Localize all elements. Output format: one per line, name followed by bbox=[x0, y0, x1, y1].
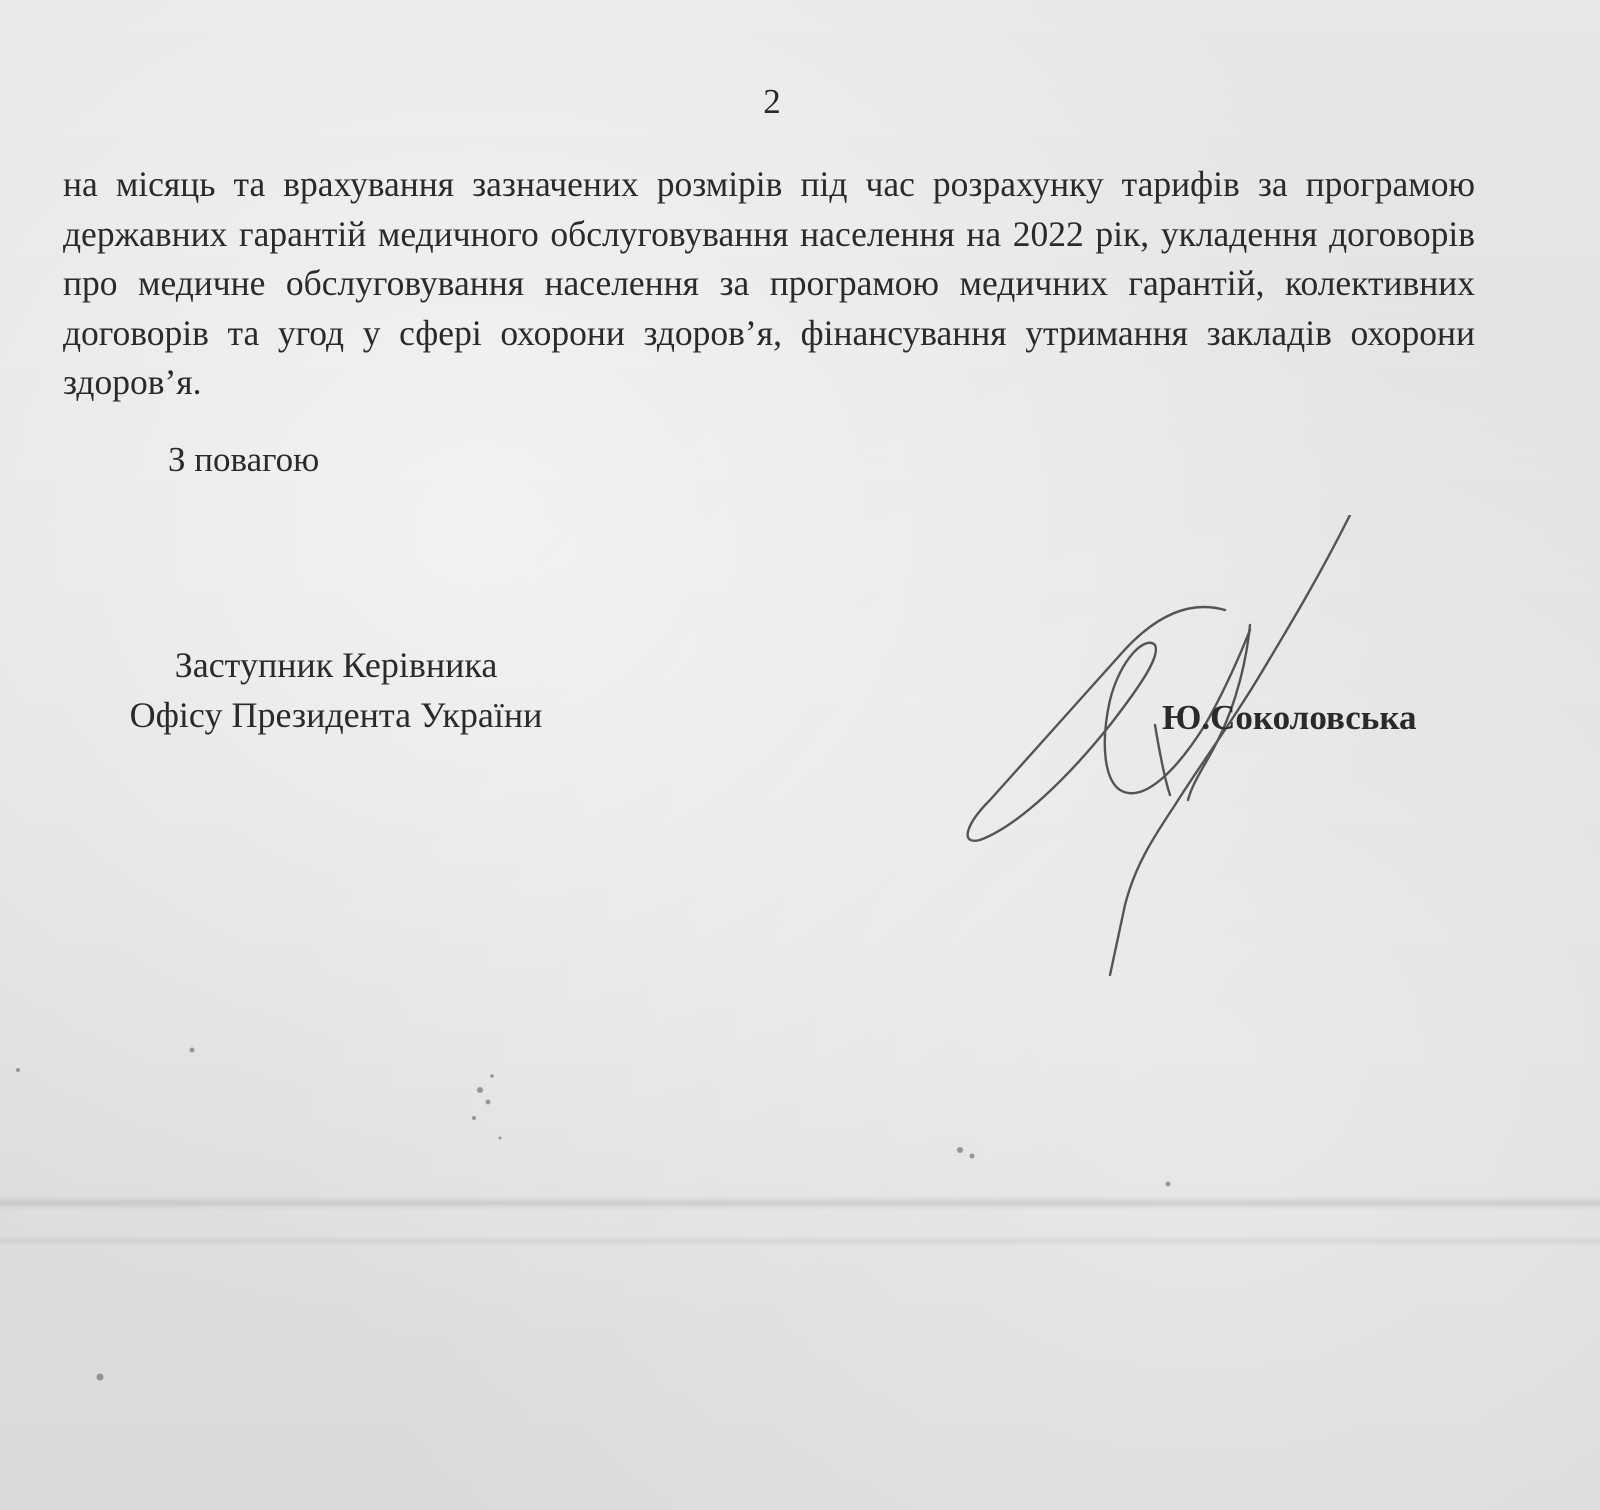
signatory-name: Ю.Соколовська bbox=[1162, 698, 1417, 737]
page-number: 2 bbox=[763, 82, 782, 121]
closing-greeting: З повагою bbox=[168, 440, 320, 479]
position-line-2: Офісу Президента України bbox=[129, 695, 543, 735]
position-line-1: Заступник Керівника bbox=[174, 645, 498, 685]
body-paragraph: на місяць та врахування зазначених розмірів під час розрахунку тарифів за програмою державних гарантій медичного обслуговування населення на 2022 рік, укладення договорів про медичне обслуговування населення за програмою медичних гарантій, колективних договорів та угод у сфері охорони здоров’я, фінансування утримання закладів охорони здоров’я. bbox=[63, 164, 1475, 402]
